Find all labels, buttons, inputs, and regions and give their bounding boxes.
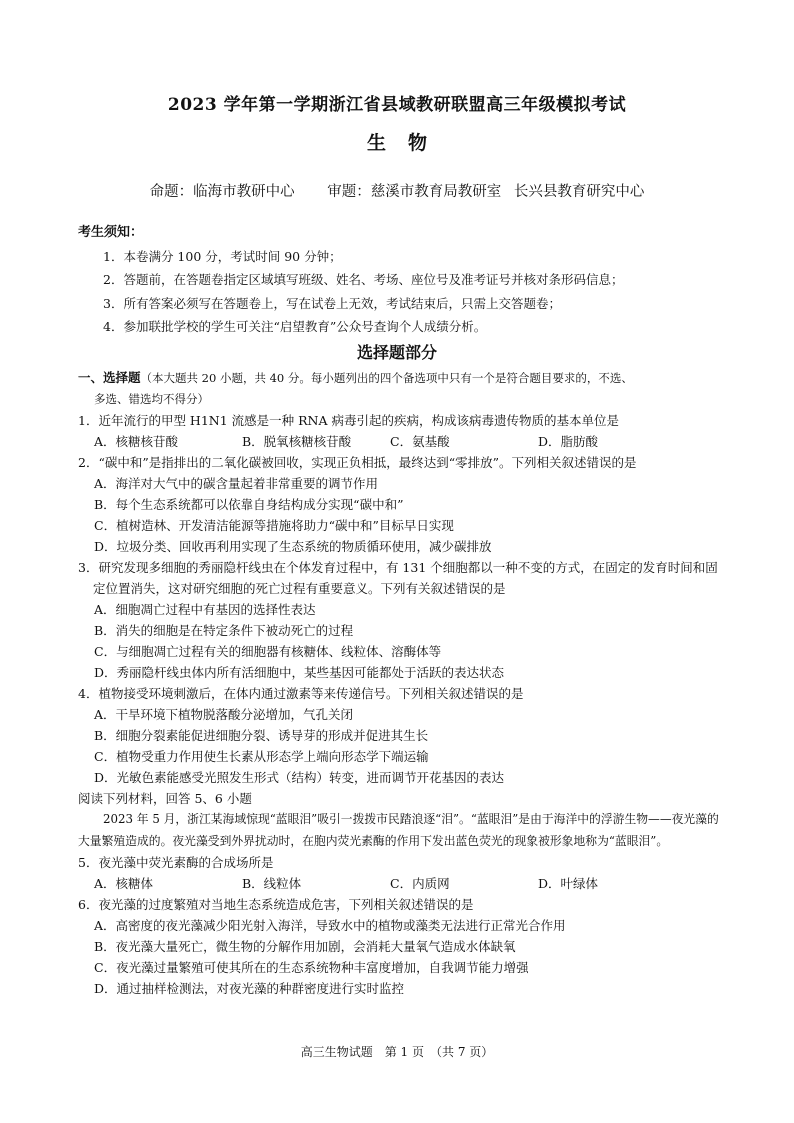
option: B．线粒体 [242,876,302,891]
reviewer-1: 审题：慈溪市教育局教研室 [327,184,502,200]
setter: 命题：临海市教研中心 [149,184,295,200]
exam-title: 2023 学年第一学期浙江省县域教研联盟高三年级模拟考试 [167,95,627,115]
part-label: 一、选择题 [78,370,141,385]
option: A．干旱环境下植物脱落酸分泌增加，气孔关闭 [94,707,354,722]
reading-passage: 2023 年 5 月，浙江某海域惊现“蓝眼泪”吸引一拨拨市民踏浪逐“泪”。“蓝眼泪”是由于海洋中的浮游生物——夜光藻的大量繁殖造成的。夜光藻受到外界扰动时，在胞内荧光素酶的作用下发出蓝色荧光的现象被形象地称为“蓝眼泪”。 [78,812,719,848]
subject-title: 生物 [366,132,449,154]
author-line [0,180,794,201]
option: C．夜光藻过量繁殖可使其所在的生态系统物种丰富度增加，自我调节能力增强 [94,960,529,975]
option: B．消失的细胞是在特定条件下被动死亡的过程 [94,623,354,638]
notice-heading: 考生须知： [78,225,144,240]
option: C．植物受重力作用使生长素从形态学上端向形态学下端运输 [94,749,429,764]
option: A．核糖体 [94,876,154,891]
notice-item: 2．答题前，在答题卷指定区域填写班级、姓名、考场、座位号及准考证号并核对条形码信息； [103,272,624,287]
option: A．海洋对大气中的碳含量起着非常重要的调节作用 [94,476,379,491]
option: D．通过抽样检测法，对夜光藻的种群密度进行实时监控 [94,981,405,996]
option: A．核糖核苷酸 [94,434,179,449]
option: C．植树造林、开发清洁能源等措施将助力“碳中和”目标早日实现 [94,518,454,533]
question-5-options [78,873,724,894]
question-2: 2．“碳中和”是指排出的二氧化碳被回收，实现正负相抵，最终达到“零排放”。下列相关叙述错误的是 [78,455,637,470]
option: B．细胞分裂素能促进细胞分裂、诱导芽的形成并促进其生长 [94,728,429,743]
notice-item: 4．参加联批学校的学生可关注“启望教育”公众号查询个人成绩分析。 [103,319,487,334]
option: D．垃圾分类、回收再利用实现了生态系统的物质循环使用，减少碳排放 [94,539,492,554]
part-desc: （本大题共 20 小题，共 40 分。每小题列出的四个备选项中只有一个是符合题目要求的，不选、 [140,371,633,385]
reviewer-2: 长兴县教育研究中心 [513,184,645,200]
notice-item: 1．本卷满分 100 分，考试时间 90 分钟； [103,248,342,264]
part-desc-2: 多选、错选均不得分） [94,392,209,406]
option: D．秀丽隐杆线虫体内所有活细胞中，某些基因可能都处于活跃的表达状态 [94,665,505,680]
question-3: 3．研究发现多细胞的秀丽隐杆线虫在个体发育过程中，有 131 个细胞都以一种不变的方式，在固定的发育时间和固定位置消失，这对研究细胞的死亡过程有重要意义。下列有关叙述错误的是 [78,560,718,596]
question-1: 1．近年流行的甲型 H1N1 流感是一种 RNA 病毒引起的疾病，构成该病毒遗传物质的基本单位是 [78,413,619,428]
option: A．细胞凋亡过程中有基因的选择性表达 [94,602,316,617]
option: D．脂肪酸 [538,434,599,449]
option: C．与细胞凋亡过程有关的细胞器有核糖体、线粒体、溶酶体等 [94,644,442,659]
reading-intro: 阅读下列材料，回答 5、6 小题 [78,791,252,806]
part-heading [78,367,724,389]
notice-item: 3．所有答案必须写在答题卷上，写在试卷上无效，考试结束后，只需上交答题卷； [103,295,561,311]
question-6: 6．夜光藻的过度繁殖对当地生态系统造成危害，下列相关叙述错误的是 [78,897,474,912]
option: C．氨基酸 [390,434,450,449]
option: A．高密度的夜光藻减少阳光射入海洋，导致水中的植物或藻类无法进行正常光合作用 [94,918,566,933]
question-5: 5．夜光藻中荧光素酶的合成场所是 [78,855,274,870]
question-body [78,367,724,999]
option: D．叶绿体 [538,876,599,891]
option: B．夜光藻大量死亡，微生物的分解作用加剧，会消耗大量氧气造成水体缺氧 [94,939,516,954]
page-footer: 高三生物试题 第 1 页 （共 7 页） [300,1045,494,1059]
option: B．脱氧核糖核苷酸 [242,434,352,449]
question-1-options [78,431,724,452]
option: D．光敏色素能感受光照发生形式（结构）转变，进而调节开花基因的表达 [94,770,505,785]
question-4: 4．植物接受环境刺激后，在体内通过激素等来传递信号。下列相关叙述错误的是 [78,686,524,701]
option: B．每个生态系统都可以依靠自身结构成分实现“碳中和” [94,497,404,512]
option: C．内质网 [390,876,450,891]
section-title: 选择题部分 [356,343,437,362]
exam-notice [78,221,623,339]
